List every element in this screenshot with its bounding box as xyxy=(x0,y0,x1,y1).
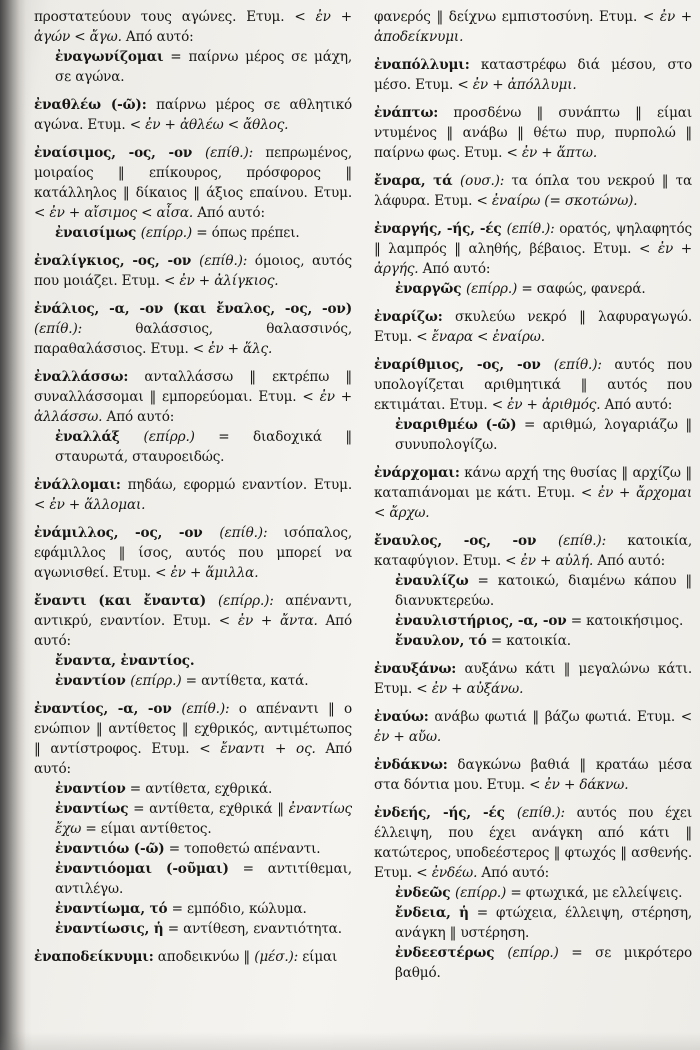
text-run: (επίρρ.) xyxy=(143,429,195,445)
page-columns xyxy=(34,7,692,1046)
text-run: ἐναργής, -ής, -ές xyxy=(374,221,507,237)
dictionary-entry xyxy=(374,103,692,163)
text-run: δαγκώνω βαθιά ‖ κρατάω μέσα στα δόντια μου. Ετυμ. < xyxy=(374,757,692,793)
entry-text xyxy=(374,171,692,211)
dictionary-entry xyxy=(374,219,692,299)
sub-entry xyxy=(55,839,352,859)
sub-entry xyxy=(395,943,692,983)
text-run: προστατεύουν τους αγώνες. Ετυμ. < xyxy=(34,9,316,25)
text-run: ἐναντιόομαι (-οῦμαι) xyxy=(55,861,229,877)
text-run: ἐν + ἀλλάσσω. xyxy=(34,389,352,425)
text-run: ἐναρίθμιος, -ος, -ον xyxy=(374,357,554,373)
text-run: ἔναντι + ος. xyxy=(220,741,316,757)
dictionary-entry xyxy=(34,367,352,467)
sub-entry xyxy=(55,919,352,939)
text-run: ἔναντι (και ἔναντα) xyxy=(34,593,219,609)
text-run: ἐν + δάκνω. xyxy=(544,777,629,793)
entry-text xyxy=(374,659,692,699)
text-run: (ουσ.): xyxy=(460,173,505,189)
dictionary-entry xyxy=(374,463,692,523)
sub-entry xyxy=(55,899,352,919)
text-run: ἐναντίωσις, ἡ xyxy=(55,921,164,937)
text-run: αποδεικνύω ‖ xyxy=(153,949,255,965)
text-run: = φτωχικά, με ελλείψεις. xyxy=(506,885,683,901)
text-run: Από αυτό: xyxy=(34,613,352,649)
text-run: ἐναλίγκιος, -ος, -ον xyxy=(34,253,200,269)
text-run: = αντιτίθεμαι, αντιλέγω. xyxy=(55,861,352,897)
book-spine-shadow xyxy=(0,0,32,1050)
text-run: ἔναντα, ἐναντίος. xyxy=(55,653,195,669)
text-run: πεπρωμένος, μοιραίος ‖ επίκουρος, πρόσφορος ‖ κατάλληλος ‖ δίκαιος ‖ άξιος επαίνου. Ετυμ. < xyxy=(34,145,352,221)
text-run: = αντίθεση, εναντιότητα. xyxy=(163,921,342,937)
text-run: προσδένω ‖ συνάπτω ‖ είμαι ντυμένος ‖ ανάβω ‖ θέτω πυρ, πυρπολώ ‖ παίρνω φως. Ετυμ. < xyxy=(374,105,692,161)
text-run: = αριθμώ, λογαριάζω ‖ συνυπολογίζω. xyxy=(395,417,692,453)
text-run: (επίθ.): xyxy=(557,533,607,549)
sub-entry xyxy=(395,631,692,651)
text-run: ἐνάπτω: xyxy=(374,105,439,121)
text-run: ἐναντίον xyxy=(55,673,131,689)
text-run: (επίρρ.) xyxy=(465,281,518,297)
dictionary-entry xyxy=(374,7,692,47)
text-run: ἐναρίζω: xyxy=(374,309,443,325)
text-run: απέναντι, αντικρύ, εναντίον. Ετυμ. < xyxy=(34,593,352,629)
text-run: ἐνάμιλλος, -ος, -ον xyxy=(34,525,220,541)
dictionary-entry xyxy=(34,475,352,515)
dictionary-entry xyxy=(34,95,352,135)
dictionary-entry xyxy=(34,143,352,243)
text-run: ἐν + αὐλή. xyxy=(520,553,594,569)
dictionary-entry xyxy=(374,55,692,95)
text-run: = κατοικήσιμος. xyxy=(566,613,684,629)
text-run: ἐν + ἅλλομαι. xyxy=(49,497,146,513)
text-run: ορατός, ψηλαφητός ‖ λαμπρός ‖ αληθής, βέβαιος. Ετυμ. < xyxy=(374,221,692,257)
text-run: ἐν + ἄρχομαι < ἄρχω. xyxy=(374,485,692,521)
dictionary-entry xyxy=(34,699,352,939)
entry-text xyxy=(374,463,692,523)
text-run: ἐναίρω (= σκοτώνω). xyxy=(491,193,638,209)
text-run: αυτός που υπολογίζεται αριθμητικά ‖ αυτός που εκτιμάται. Ετυμ. < xyxy=(374,357,692,413)
text-run: ἐν + ἀπόλλυμι. xyxy=(472,77,577,93)
dictionary-entry xyxy=(34,523,352,583)
text-run: = κατοικία. xyxy=(486,633,571,649)
text-run: ἐν + αἴσιμος < αἶσα. xyxy=(49,205,194,221)
text-run: (επίθ.): xyxy=(204,145,254,161)
sub-entry xyxy=(55,671,352,691)
text-run: ἐναντίος, -α, -ον xyxy=(34,701,182,717)
text-run: ἔναυλος, -ος, -ον xyxy=(374,533,558,549)
entry-text xyxy=(34,947,352,967)
dictionary-entry xyxy=(34,251,352,291)
text-run: ἐν + ἀριθμός. xyxy=(507,397,601,413)
entry-text xyxy=(374,355,692,415)
text-run: Από αυτό: xyxy=(102,409,175,425)
text-run: ἔνδεια, ἡ xyxy=(395,905,469,921)
text-run: Από αυτό: xyxy=(193,205,265,221)
text-run: ἐναυλιστήριος, -α, -ον xyxy=(395,613,567,629)
entry-text xyxy=(34,699,352,779)
dictionary-entry xyxy=(374,707,692,747)
text-run: = εμπόδιο, κώλυμα. xyxy=(167,901,307,917)
text-run: ἐναπόλλυμι: xyxy=(374,57,470,73)
text-run: κάνω αρχή της θυσίας ‖ αρχίζω ‖ καταπιάνομαι με κάτι. Ετυμ. < xyxy=(374,465,692,501)
text-run: (επίρρ.): xyxy=(218,593,274,609)
text-run: = σε μικρότερο βαθμό. xyxy=(395,945,692,981)
text-run: (επίθ.): xyxy=(516,805,565,821)
text-run: Από αυτό: xyxy=(418,261,491,277)
text-run: = είμαι αντίθετος. xyxy=(81,821,212,837)
sub-entry xyxy=(395,571,692,611)
dictionary-entry xyxy=(374,659,692,699)
entry-text xyxy=(34,251,352,291)
text-run: ἐν + αὐξάνω. xyxy=(431,681,524,697)
text-run: αυτός που έχει έλλειψη, που έχει ανάγκη από κάτι ‖ κατώτερος, υποδεέστερος ‖ φτωχός ‖ ασθενής. Ετυμ. < xyxy=(374,805,692,881)
text-run: ἐναύω: xyxy=(374,709,429,725)
text-run: (επίθ.): xyxy=(553,357,602,373)
dictionary-entry xyxy=(34,7,352,87)
text-run: ἐνδεῶς xyxy=(395,885,455,901)
text-run: = διαδοχικά ‖ σταυρωτά, σταυροειδώς. xyxy=(55,429,352,465)
text-run: ἐνδεής, -ής, -ές xyxy=(374,805,517,821)
text-run: (επίθ.): xyxy=(199,253,248,269)
text-run: όμοιος, αυτός που μοιάζει. Ετυμ. < xyxy=(34,253,352,289)
sub-entry xyxy=(55,223,352,243)
text-run: ισόπαλος, εφάμιλλος ‖ ίσος, αυτός που μπορεί να αγωνισθεί. Ετυμ. < xyxy=(34,525,352,581)
text-run: ἐναθλέω (-ῶ): xyxy=(34,97,147,113)
text-run: ἐνδέω. xyxy=(431,865,478,881)
text-run: = αντίθετα, εχθρικά ‖ xyxy=(128,801,289,817)
entry-text xyxy=(374,7,692,47)
text-run: αυξάνω κάτι ‖ μεγαλώνω κάτι. Ετυμ. < xyxy=(374,661,692,697)
text-run: ἐν + αὔω. xyxy=(374,729,442,745)
text-run: πηδάω, εφορμώ εναντίον. Ετυμ. < xyxy=(34,477,352,513)
text-run: καταστρέφω διά μέσου, στο μέσο. Ετυμ. < xyxy=(374,57,692,93)
text-run: θαλάσσιος, θαλασσινός, παραθαλάσσιος. Ετυμ. < xyxy=(34,321,352,357)
sub-entry xyxy=(55,47,352,87)
text-run: (επίθ.): xyxy=(181,701,230,717)
text-run: ἐναντίως xyxy=(55,801,129,817)
dictionary-entry xyxy=(34,299,352,359)
text-run: (επίθ.): xyxy=(506,221,555,237)
text-run: ἐν + ἀργής. xyxy=(374,241,692,277)
dictionary-entry xyxy=(374,355,692,455)
text-run: ἐναργῶς xyxy=(395,281,466,297)
text-run: ἐν + ἀποδείκνυμι. xyxy=(374,9,692,45)
entry-text xyxy=(374,219,692,279)
text-run: ο απέναντι ‖ ο ενώπιον ‖ αντίθετος ‖ εχθρικός, αντιμέτωπος ‖ αντίστροφος. Ετυμ. < xyxy=(34,701,352,757)
text-run: ἔναρα < ἐναίρω. xyxy=(431,329,545,345)
text-run: = όπως πρέπει. xyxy=(192,225,300,241)
text-run: (μέσ.): xyxy=(254,949,299,965)
text-run: ἐναντίωμα, τό xyxy=(55,901,168,917)
text-run: = τοποθετώ απέναντι. xyxy=(164,841,321,857)
text-run: φανερός ‖ δείχνω εμπιστοσύνη. Ετυμ. < xyxy=(374,9,660,25)
text-run: (επίρρ.) xyxy=(507,945,559,961)
entry-text xyxy=(34,299,352,359)
text-run: ἐναντίον xyxy=(55,781,126,797)
text-run: ἐναντιόω (-ῶ) xyxy=(55,841,165,857)
sub-entry xyxy=(395,883,692,903)
text-run: ανάβω φωτιά ‖ βάζω φωτιά. Ετυμ. < xyxy=(428,709,692,725)
text-run: Από αυτό: xyxy=(593,553,666,569)
text-run: τα όπλα του νεκρού ‖ τα λάφυρα. Ετυμ. < xyxy=(374,173,692,209)
text-run: = φτώχεια, έλλειψη, στέρηση, ανάγκη ‖ υστέρηση. xyxy=(395,905,692,941)
entry-text xyxy=(374,103,692,163)
text-run: ἐνδάκνω: xyxy=(374,757,448,773)
text-run: ἐν + ἀθλέω < ἄθλος. xyxy=(145,117,289,133)
entry-text xyxy=(374,307,692,347)
column-left xyxy=(34,7,352,1046)
text-run: ἐναυξάνω: xyxy=(374,661,457,677)
text-run: ἐν + ἀγών < ἄγω. xyxy=(34,9,352,45)
entry-text xyxy=(374,755,692,795)
text-run: ἐναλλάσσω: xyxy=(34,369,129,385)
text-run: ανταλλάσσω ‖ εκτρέπω ‖ συναλλάσσομαι ‖ εμπορεύομαι. Ετυμ. < xyxy=(34,369,352,405)
text-run: (επίθ.): xyxy=(219,525,268,541)
text-run: ἐν + ἅπτω. xyxy=(521,145,597,161)
entry-text xyxy=(34,7,352,47)
text-run: ἐναλλάξ xyxy=(55,429,144,445)
sub-entry xyxy=(55,651,352,671)
sub-entry xyxy=(55,427,352,467)
text-run: ἐν + ἄντα. xyxy=(237,613,318,629)
text-run: = παίρνω μέρος σε μάχη, σε αγώνα. xyxy=(55,49,352,85)
dictionary-entry xyxy=(374,803,692,983)
text-run: ἔναρα, τά xyxy=(374,173,461,189)
text-run: = αντίθετα, κατά. xyxy=(181,673,309,689)
text-run: = σαφώς, φανερά. xyxy=(517,281,646,297)
column-right xyxy=(374,7,692,1046)
text-run: Από αυτό: xyxy=(600,397,673,413)
dictionary-entry xyxy=(374,531,692,651)
dictionary-entry xyxy=(34,591,352,691)
text-run: ἐναριθμέω (-ῶ) xyxy=(395,417,517,433)
dictionary-entry xyxy=(374,755,692,795)
text-run: (επίρρ.) xyxy=(130,673,182,689)
sub-entry xyxy=(395,611,692,631)
text-run: ἐνάρχομαι: xyxy=(374,465,460,481)
text-run: ἐναισίμως xyxy=(55,225,141,241)
sub-entry xyxy=(55,779,352,799)
entry-text xyxy=(374,531,692,571)
entry-text xyxy=(34,367,352,427)
entry-text xyxy=(374,803,692,883)
entry-text xyxy=(374,55,692,95)
dictionary-entry xyxy=(374,171,692,211)
text-run: παίρνω μέρος σε αθλητικό αγώνα. Ετυμ. < xyxy=(34,97,352,133)
entry-text xyxy=(34,95,352,135)
entry-text xyxy=(34,475,352,515)
sub-entry xyxy=(55,859,352,899)
entry-text xyxy=(374,707,692,747)
text-run: σκυλεύω νεκρό ‖ λαφυραγωγώ. Ετυμ. < xyxy=(374,309,692,345)
text-run: ἐνάλλομαι: xyxy=(34,477,121,493)
text-run: ἐναυλίζω xyxy=(395,573,469,589)
text-run: είμαι xyxy=(298,949,338,965)
entry-text xyxy=(34,591,352,651)
text-run: Από αυτό: xyxy=(121,29,194,45)
text-run: (επίρρ.) xyxy=(140,225,193,241)
entry-text xyxy=(34,143,352,223)
text-run: ἐναγωνίζομαι xyxy=(55,49,164,65)
text-run: (επίθ.): xyxy=(34,321,83,337)
text-run: ἐνδεεστέρως xyxy=(395,945,508,961)
text-run: ἐναντίως ἔχω xyxy=(55,801,352,837)
dictionary-entry xyxy=(34,947,352,967)
sub-entry xyxy=(55,799,352,839)
text-run: ἐναίσιμος, -ος, -ον xyxy=(34,145,205,161)
text-run: (επίρρ.) xyxy=(454,885,507,901)
sub-entry xyxy=(395,903,692,943)
text-run: ἐνάλιος, -α, -ον (και ἔναλος, -ος, -ον) xyxy=(34,301,352,317)
text-run: ἐναποδείκνυμι: xyxy=(34,949,154,965)
text-run: Από αυτό: xyxy=(34,741,352,777)
text-run: Από αυτό: xyxy=(477,865,550,881)
text-run: ἐν + ἅμιλλα. xyxy=(170,565,259,581)
entry-text xyxy=(34,523,352,583)
text-run: κατοικία, καταφύγιον. Ετυμ. < xyxy=(374,533,692,569)
text-run: = αντίθετα, εχθρικά. xyxy=(125,781,273,797)
text-run: ἔναυλον, τό xyxy=(395,633,487,649)
sub-entry xyxy=(395,279,692,299)
sub-entry xyxy=(395,415,692,455)
dictionary-entry xyxy=(374,307,692,347)
text-run: = κατοικώ, διαμένω κάπου ‖ διανυκτερεύω. xyxy=(395,573,692,609)
text-run: ἐν + ἀλίγκιος. xyxy=(179,273,279,289)
text-run: ἐν + ἅλς. xyxy=(208,341,273,357)
